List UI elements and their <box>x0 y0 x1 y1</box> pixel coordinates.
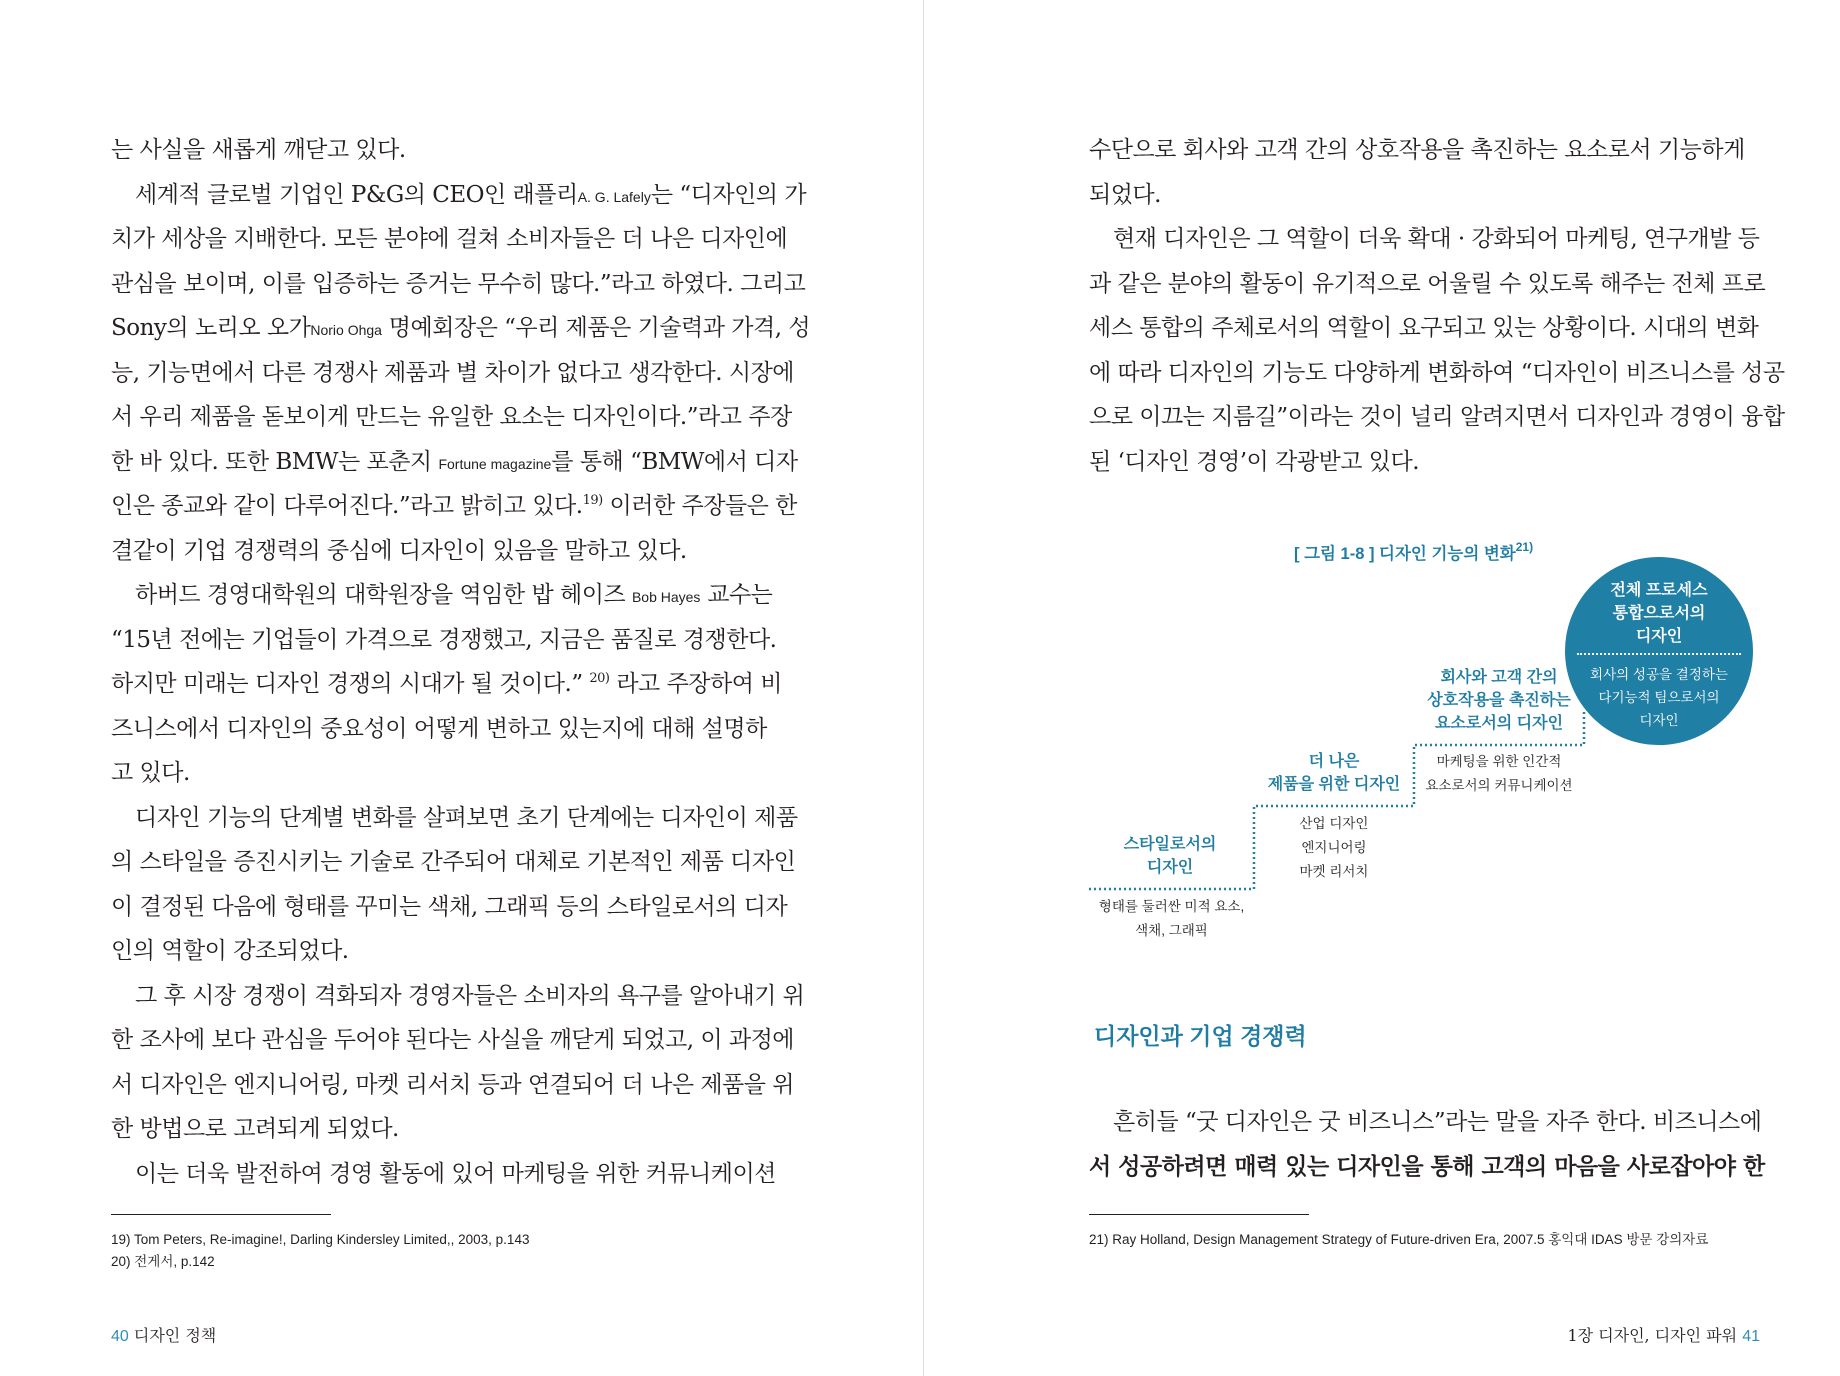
body-line: 서 우리 제품을 돋보이게 만드는 유일한 요소는 디자인이다.”라고 주장 <box>111 404 792 430</box>
body-line: Sony의 노리오 오가Norio Ohga 명예회장은 “우리 제품은 기술력과 가격, 성 <box>111 315 811 341</box>
step-desc-style: 형태를 둘러싼 미적 요소, 색채, 그래픽 <box>1098 899 1245 938</box>
step-label-product: 더 나은 제품을 위한 디자인 <box>1267 753 1401 793</box>
step-desc-integration: 회사의 성공을 결정하는 다기능적 팀으로서의 디자인 <box>1590 667 1728 728</box>
step-desc-product: 산업 디자인 엔지니어링 마켓 리서치 <box>1299 816 1369 879</box>
running-head: 디자인 정책 <box>133 1326 217 1345</box>
footnote-ref: 21) <box>1515 540 1534 554</box>
body-line: 으로 이끄는 지름길”이라는 것이 널리 알려지면서 디자인과 경영이 융합 <box>1089 404 1785 430</box>
page-folio <box>111 1323 216 1346</box>
body-line: 서 디자인은 엔지니어링, 마켓 리서치 등과 연결되어 더 나은 제품을 위 <box>111 1071 795 1098</box>
figure-title: [ 그림 1-8 ] 디자인 기능의 변화$^{21)}$ <box>1294 540 1534 563</box>
page-number: 41 <box>1742 1328 1760 1345</box>
body-line: 인은 종교와 같이 다루어진다.”라고 밝히고 있다.$^{19)}$ 이러한 주장들은 한 <box>111 493 797 519</box>
body-line: 과 같은 분야의 활동이 유기적으로 어울릴 수 있도록 해주는 전체 프로 <box>1089 270 1766 297</box>
running-head: 1장 디자인, 디자인 파워 <box>1567 1326 1738 1345</box>
annotation: Bob Hayes <box>631 589 701 605</box>
body-line: “15년 전에는 기업들이 가격으로 경쟁했고, 지금은 품질로 경쟁한다. <box>111 626 777 653</box>
step-circle-integration <box>1565 557 1753 745</box>
body-line: 흔히들 “굿 디자인은 굿 비즈니스”라는 말을 자주 한다. 비즈니스에 <box>1113 1109 1762 1135</box>
body-line: 현재 디자인은 그 역할이 더욱 확대 · 강화되어 마케팅, 연구개발 등 <box>1113 226 1760 252</box>
body-line: 결같이 기업 경쟁력의 중심에 디자인이 있음을 말하고 있다. <box>111 537 687 564</box>
body-line: 인의 역할이 강조되었다. <box>111 938 349 964</box>
body-line: 세스 통합의 주체로서의 역할이 요구되고 있는 상황이다. 시대의 변화 <box>1089 315 1759 341</box>
body-line: 에 따라 디자인의 기능도 다양하게 변화하여 “디자인이 비즈니스를 성공 <box>1089 359 1785 386</box>
body-line: 되었다. <box>1089 181 1161 208</box>
footnote-rule <box>1089 1214 1309 1215</box>
body-line: 치가 세상을 지배한다. 모든 분야에 걸쳐 소비자들은 더 나은 디자인에 <box>111 226 788 252</box>
body-line: 세계적 글로벌 기업인 P&G의 CEO인 래플리A. G. Lafely는 “디자인의 가 <box>135 181 807 208</box>
body-line: 수단으로 회사와 고객 간의 상호작용을 촉진하는 요소로서 기능하게 <box>1089 137 1745 163</box>
page-number: 40 <box>111 1328 129 1345</box>
body-line: 즈니스에서 디자인의 중요성이 어떻게 변하고 있는지에 대해 설명하 <box>111 715 767 742</box>
step-desc-interaction: 마케팅을 위한 인간적 요소로서의 커뮤니케이션 <box>1425 754 1573 793</box>
body-line: 이 결정된 다음에 형태를 꾸미는 색채, 그래픽 등의 스타일로서의 디자 <box>111 893 788 920</box>
step-label-style: 스타일로서의 디자인 <box>1123 836 1217 876</box>
body-line: 한 바 있다. 또한 BMW는 포춘지 Fortune magazine를 통해 “BMW에서 디자 <box>111 448 798 475</box>
left-body-text <box>111 128 811 1196</box>
body-line: 능, 기능면에서 다른 경쟁사 제품과 별 차이가 없다고 생각한다. 시장에 <box>111 359 795 386</box>
footnotes <box>111 1229 529 1273</box>
step-label-interaction: 회사와 고객 간의 상호작용을 촉진하는 요소로서의 디자인 <box>1427 669 1571 732</box>
annotation: A. G. Lafely <box>577 188 651 205</box>
right-page <box>924 0 1840 1376</box>
annotation: Fortune magazine <box>438 455 552 472</box>
footnote: 19) Tom Peters, Re-imagine!, Darling Kindersley Limited,, 2003, p.143 <box>111 1232 530 1247</box>
body-line: 이는 더욱 발전하여 경영 활동에 있어 마케팅을 위한 커뮤니케이션 <box>135 1160 776 1187</box>
footnote: 21) Ray Holland, Design Management Strategy of Future-driven Era, 2007.5 홍익대 IDAS 방문 강의자료 <box>1089 1232 1709 1247</box>
body-line: 의 스타일을 증진시키는 기술로 간주되어 대체로 기본적인 제품 디자인 <box>111 849 796 875</box>
body-line: 된 ‘디자인 경영’이 각광받고 있다. <box>1089 448 1420 475</box>
body-line: 하버드 경영대학원의 대학원장을 역임한 밥 헤이즈 Bob Hayes 교수는 <box>135 582 773 608</box>
body-line: 고 있다. <box>111 760 190 786</box>
body-line: 한 방법으로 고려되게 되었다. <box>111 1116 399 1142</box>
body-line: 그 후 시장 경쟁이 격화되자 경영자들은 소비자의 욕구를 알아내기 위 <box>135 982 805 1009</box>
footnotes <box>1089 1229 1708 1251</box>
annotation: Norio Ohga <box>310 322 382 338</box>
body-line: 하지만 미래는 디자인 경쟁의 시대가 될 것이다.” $^{20)}$ 라고 주장하여 비 <box>111 671 782 697</box>
body-line: 디자인 기능의 단계별 변화를 살펴보면 초기 단계에는 디자인이 제품 <box>135 804 798 831</box>
body-line: 관심을 보이며, 이를 입증하는 증거는 무수히 많다.”라고 하였다. 그리고 <box>111 270 806 297</box>
right-body-text-bottom <box>1089 1100 1765 1189</box>
step-label-integration: 전체 프로세스 통합으로서의 디자인 <box>1610 582 1708 645</box>
section-heading: 디자인과 기업 경쟁력 <box>1094 1023 1307 1049</box>
footnote-rule <box>111 1214 331 1215</box>
footnote-ref: 19) <box>582 493 603 508</box>
footnote-ref: 20) <box>589 671 610 686</box>
page-folio <box>1567 1323 1760 1346</box>
body-line: 서 성공하려면 매력 있는 디자인을 통해 고객의 마음을 사로잡아야 한 <box>1089 1152 1765 1180</box>
footnote: 20) 전게서, p.142 <box>111 1254 215 1269</box>
body-line: 한 조사에 보다 관심을 두어야 된다는 사실을 깨닫게 되었고, 이 과정에 <box>111 1027 795 1053</box>
body-line: 는 사실을 새롭게 깨닫고 있다. <box>111 137 406 163</box>
circle-divider <box>1577 653 1741 655</box>
